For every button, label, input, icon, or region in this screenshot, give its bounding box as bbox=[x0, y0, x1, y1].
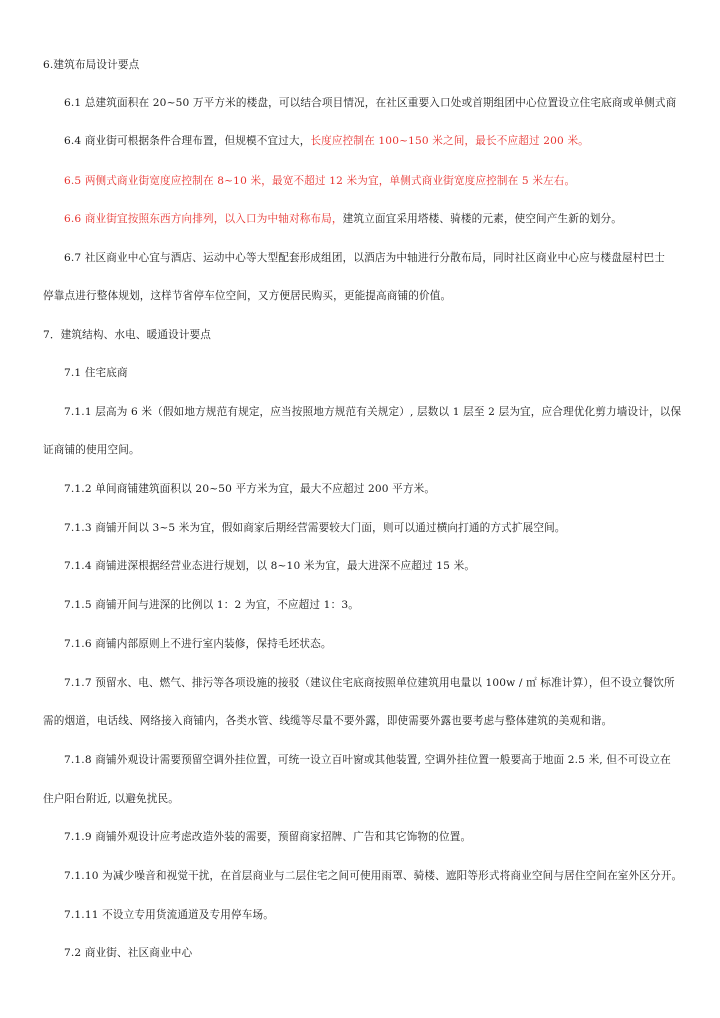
paragraph-6-7-line-1: 6.7 社区商业中心宜与酒店、运动中心等大型配套形成组团，以酒店为中轴进行分散布局，同时社区商业中心应与楼盘屋村巴士 bbox=[64, 252, 665, 264]
paragraph-7-1-6: 7.1.6 商铺内部原则上不进行室内装修，保持毛坯状态。 bbox=[64, 638, 332, 650]
paragraph-7-1-7-line-1: 7.1.7 预留水、电、燃气、排污等各项设施的接驳（建议住宅底商按照单位建筑用电量以 100w / ㎡ 标准计算），但不设立餐饮所 bbox=[64, 677, 675, 689]
subsection-7-2: 7.2 商业街、社区商业中心 bbox=[64, 947, 193, 959]
paragraph-6-6 bbox=[64, 212, 622, 226]
paragraph-6-4 bbox=[64, 134, 589, 148]
paragraph-6-6-text: 建筑立面宜采用塔楼、骑楼的元素，使空间产生新的划分。 bbox=[342, 213, 623, 225]
paragraph-7-1-8-line-2: 住户阳台附近, 以避免扰民。 bbox=[43, 793, 179, 805]
paragraph-6-4-text: 6.4 商业街可根据条件合理布置，但规模不宜过大， bbox=[64, 135, 311, 147]
paragraph-7-1-4: 7.1.4 商铺进深根据经营业态进行规划，以 8~10 米为宜，最大进深不应超过 15 米。 bbox=[64, 560, 476, 572]
paragraph-6-7-line-2: 停靠点进行整体规划，这样节省停车位空间，又方便居民购买，更能提高商铺的价值。 bbox=[43, 290, 452, 302]
paragraph-6-4-highlight: 长度应控制在 100~150 米之间，最长不应超过 200 米。 bbox=[310, 135, 589, 147]
paragraph-7-1-10: 7.1.10 为减少噪音和视觉干扰，在首层商业与二层住宅之间可使用雨罩、骑楼、遮阳等形式将商业空间与居住空间在室外区分开。 bbox=[64, 870, 683, 882]
paragraph-7-1-9: 7.1.9 商铺外观设计应考虑改造外装的需要，预留商家招牌、广告和其它饰物的位置。 bbox=[64, 831, 472, 843]
paragraph-6-1: 6.1 总建筑面积在 20~50 万平方米的楼盘，可以结合项目情况，在社区重要入口处或首期组团中心位置设立住宅底商或单侧式商 bbox=[64, 97, 677, 109]
paragraph-7-1-11: 7.1.11 不设立专用货流通道及专用停车场。 bbox=[64, 909, 275, 921]
paragraph-7-1-1-line-1: 7.1.1 层高为 6 米（假如地方规范有规定，应当按照地方规范有关规定）, 层数以 1 层至 2 层为宜，应合理优化剪力墙设计，以保 bbox=[64, 406, 682, 418]
paragraph-7-1-3: 7.1.3 商铺开间以 3~5 米为宜，假如商家后期经营需要较大门面，则可以通过横向打通的方式扩展空间。 bbox=[64, 522, 566, 534]
paragraph-7-1-1-line-2: 证商铺的使用空间。 bbox=[43, 444, 140, 456]
section-heading-6: 6.建筑布局设计要点 bbox=[43, 59, 140, 71]
paragraph-7-1-5: 7.1.5 商铺开间与进深的比例以 1：2 为宜，不应超过 1：3。 bbox=[64, 599, 359, 611]
paragraph-6-5-highlight: 6.5 两侧式商业街宽度应控制在 8~10 米，最宽不超过 12 米为宜，单侧式商业街宽度应控制在 5 米左右。 bbox=[64, 175, 576, 187]
paragraph-7-1-8-line-1: 7.1.8 商铺外观设计需要预留空调外挂位置，可统一设立百叶窗或其他装置, 空调外挂位置一般要高于地面 2.5 米, 但不可设立在 bbox=[64, 754, 671, 766]
section-heading-7: 7．建筑结构、水电、暖通设计要点 bbox=[43, 329, 212, 341]
paragraph-7-1-2: 7.1.2 单间商铺建筑面积以 20~50 平方米为宜，最大不应超过 200 平方米。 bbox=[64, 483, 436, 495]
paragraph-7-1-7-line-2: 需的烟道，电话线、网络接入商铺内，各类水管、线缆等尽量不要外露，即使需要外露也要考虑与整体建筑的美观和谐。 bbox=[43, 715, 613, 727]
subsection-7-1: 7.1 住宅底商 bbox=[64, 367, 128, 379]
paragraph-6-6-highlight: 6.6 商业街宜按照东西方向排列，以入口为中轴对称布局， bbox=[64, 213, 343, 225]
